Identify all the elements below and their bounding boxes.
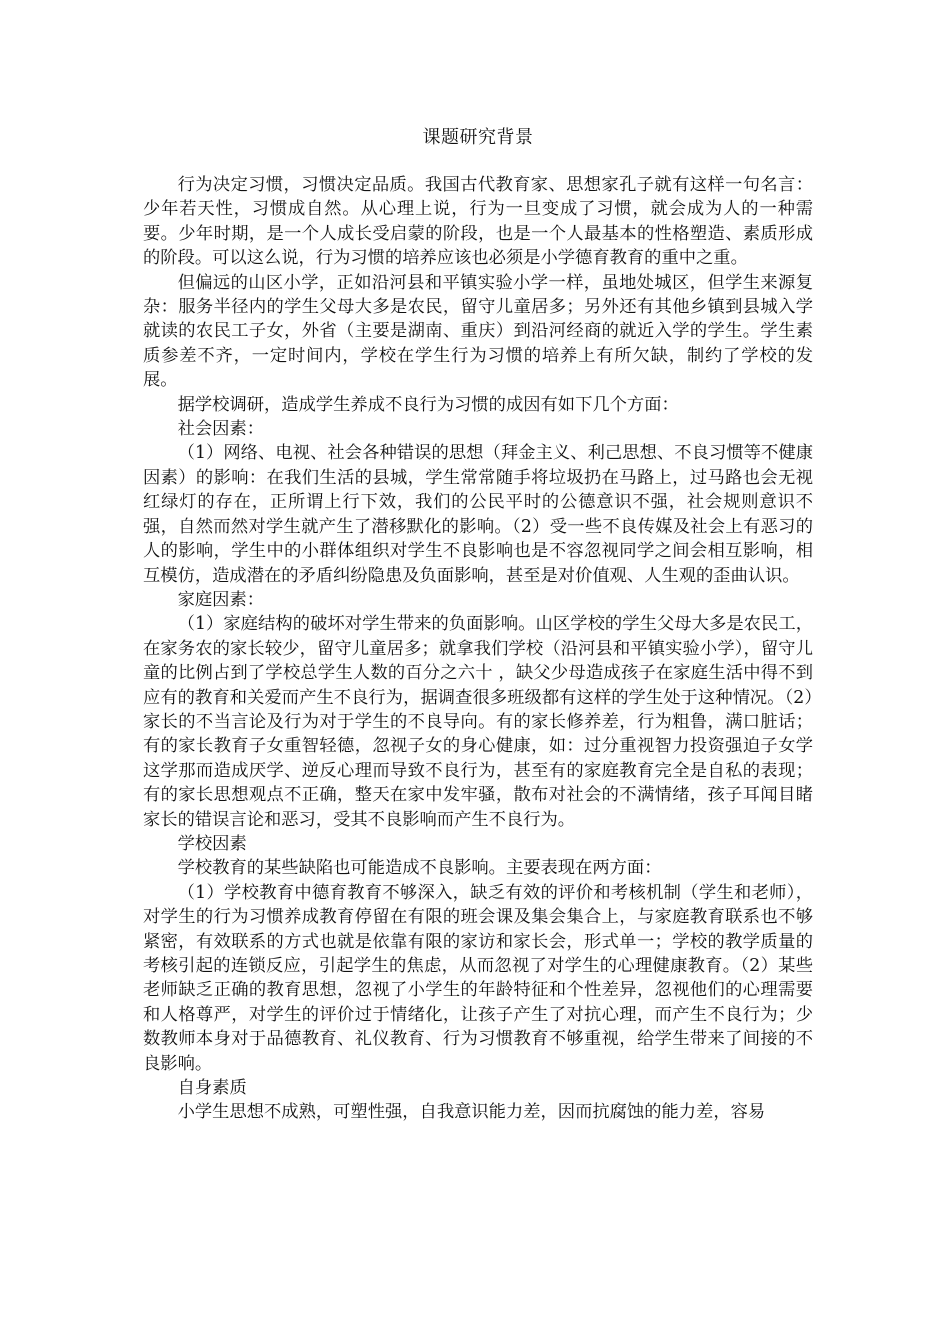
document-title: 课题研究背景 bbox=[422, 127, 534, 148]
document-body bbox=[143, 173, 813, 1125]
heading-school-factors: 学校因素 bbox=[177, 833, 247, 854]
paragraph-school-context: 但偏远的山区小学，正如沿河县和平镇实验小学一样，虽地处城区，但学生来源复杂：服务半径内的学生父母大多是农民，留守儿童居多；另外还有其他乡镇到县城入学就读的农民工子女，外省（主要是湖南、重庆）到沿河经商的就近入学的学生。学生素质参差不齐，一定时间内，学校在学生行为习惯的培养上有所欠缺，制约了学校的发展。 bbox=[143, 272, 813, 391]
paragraph-intro: 行为决定习惯，习惯决定品质。我国古代教育家、思想家孔子就有这样一句名言：少年若天性，习惯成自然。从心理上说，行为一旦变成了习惯，就会成为人的一种需要。少年时期，是一个人成长受启蒙的阶段，也是一个人最基本的性格塑造、素质形成的阶段。可以这么说，行为习惯的培养应该也必须是小学德育教育的重中之重。 bbox=[143, 175, 813, 269]
paragraph-family-factors: （1）家庭结构的破坏对学生带来的负面影响。山区学校的学生父母大多是农民工，在家务农的家长较少，留守儿童居多；就拿我们学校（沿河县和平镇实验小学），留守儿童的比例占到了学校总学生人数的百分之六十 ，缺父少母造成孩子在家庭生活中得不到应有的教育和关爱而产生不良行为，据调查很多班级都有这样的学生处于这种情况。（2）家长的不当言论及行为对于学生的不良导向。有的家长修养差，行为粗鲁，满口脏话；有的家长教育子女重智轻德，忽视子女的身心健康，如：过分重视智力投资强迫子女学这学那而造成厌学、逆反心理而导致不良行为，甚至有的家庭教育完全是自私的表现；有的家长思想观点不正确，整天在家中发牢骚，散布对社会的不满情绪，孩子耳闻目睹家长的错误言论和恶习，受其不良影响而产生不良行为。 bbox=[143, 614, 813, 830]
heading-social-factors: 社会因素： bbox=[177, 419, 265, 440]
paragraph-self-quality: 小学生思想不成熟，可塑性强，自我意识能力差，因而抗腐蚀的能力差，容易 bbox=[177, 1102, 766, 1123]
paragraph-school-lead: 学校教育的某些缺陷也可能造成不良影响。主要表现在两方面： bbox=[177, 858, 662, 879]
heading-family-factors: 家庭因素： bbox=[177, 589, 265, 610]
paragraph-school-factors: （1）学校教育中德育教育不够深入，缺乏有效的评价和考核机制（学生和老师），对学生的行为习惯养成教育停留在有限的班会课及集会集合上，与家庭教育联系也不够紧密，有效联系的方式也就是依靠有限的家访和家长会，形式单一；学校的教学质量的考核引起的连锁反应，引起学生的焦虑，从而忽视了对学生的心理健康教育。（2）某些老师缺乏正确的教育思想，忽视了小学生的年龄特征和个性差异，忽视他们的心理需要和人格尊严，对学生的评价过于情绪化，让孩子产生了对抗心理，而产生不良行为；少数教师本身对于品德教育、礼仪教育、行为习惯教育不够重视，给学生带来了间接的不良影响。 bbox=[143, 882, 813, 1074]
heading-self-quality: 自身素质 bbox=[177, 1078, 247, 1099]
document-page bbox=[143, 0, 813, 1344]
paragraph-social-factors: （1）网络、电视、社会各种错误的思想（拜金主义、利己思想、不良习惯等不健康因素）的影响：在我们生活的县城，学生常常随手将垃圾扔在马路上，过马路也会无视红绿灯的存在，正所谓上行下效，我们的公民平时的公德意识不强，社会规则意识不强，自然而然对学生就产生了潜移默化的影响。（2）受一些不良传媒及社会上有恶习的人的影响，学生中的小群体组织对学生不良影响也是不容忽视同学之间会相互影响，相互模仿，造成潜在的矛盾纠纷隐患及负面影响，甚至是对价值观、人生观的歪曲认识。 bbox=[143, 443, 813, 586]
paragraph-survey-lead: 据学校调研，造成学生养成不良行为习惯的成因有如下几个方面： bbox=[177, 394, 679, 415]
